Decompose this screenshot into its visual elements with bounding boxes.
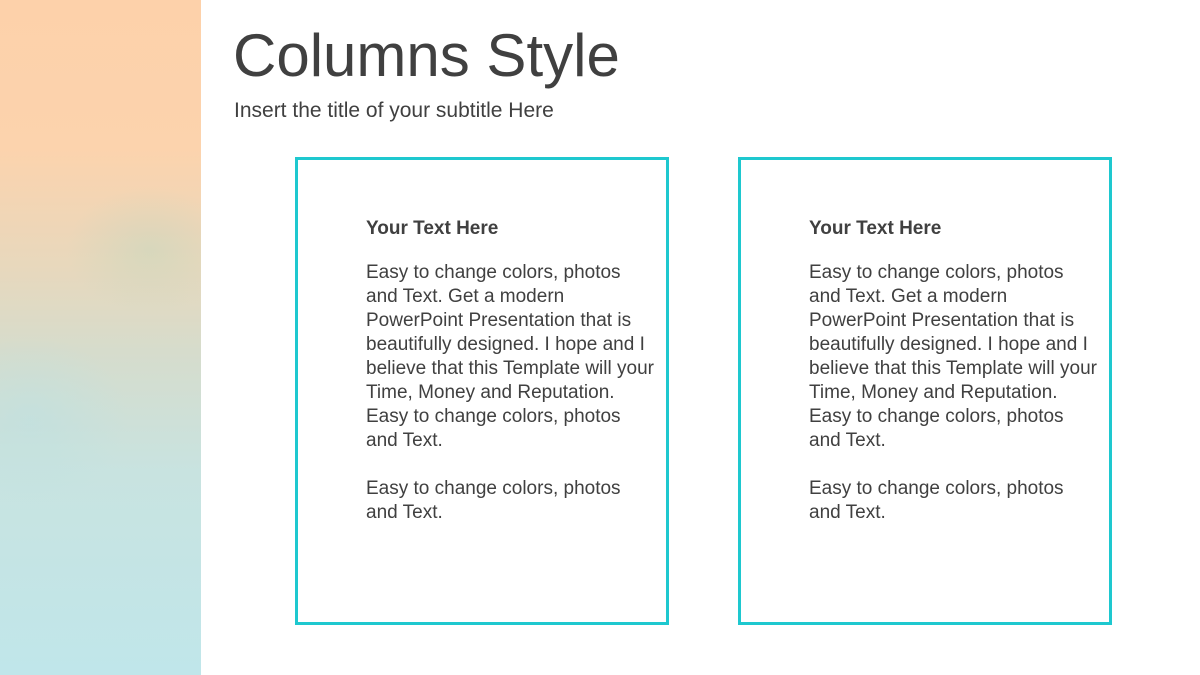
page-subtitle: Insert the title of your subtitle Here xyxy=(234,99,554,122)
column-card-right xyxy=(738,157,1112,625)
column-card-left xyxy=(295,157,669,625)
column-card-content xyxy=(809,217,1099,525)
column-paragraph: Easy to change colors, photos and Text. xyxy=(809,478,1064,523)
column-paragraph: Easy to change colors, photos and Text. xyxy=(366,478,621,523)
page-title: Columns Style xyxy=(233,22,620,89)
column-paragraph: Easy to change colors, photos and Text. Get a modern PowerPoint Presentation that is beautifully designed. I hope and I believe that this Template will your Time, Money and Reputation. Easy to change colors, photos and Text. xyxy=(366,262,654,451)
column-heading: Your Text Here xyxy=(366,218,499,239)
column-card-content xyxy=(366,217,656,525)
column-heading: Your Text Here xyxy=(809,218,942,239)
column-paragraph: Easy to change colors, photos and Text. Get a modern PowerPoint Presentation that is beautifully designed. I hope and I believe that this Template will your Time, Money and Reputation. Easy to change colors, photos and Text. xyxy=(809,262,1097,451)
decorative-side-panel xyxy=(0,0,201,675)
